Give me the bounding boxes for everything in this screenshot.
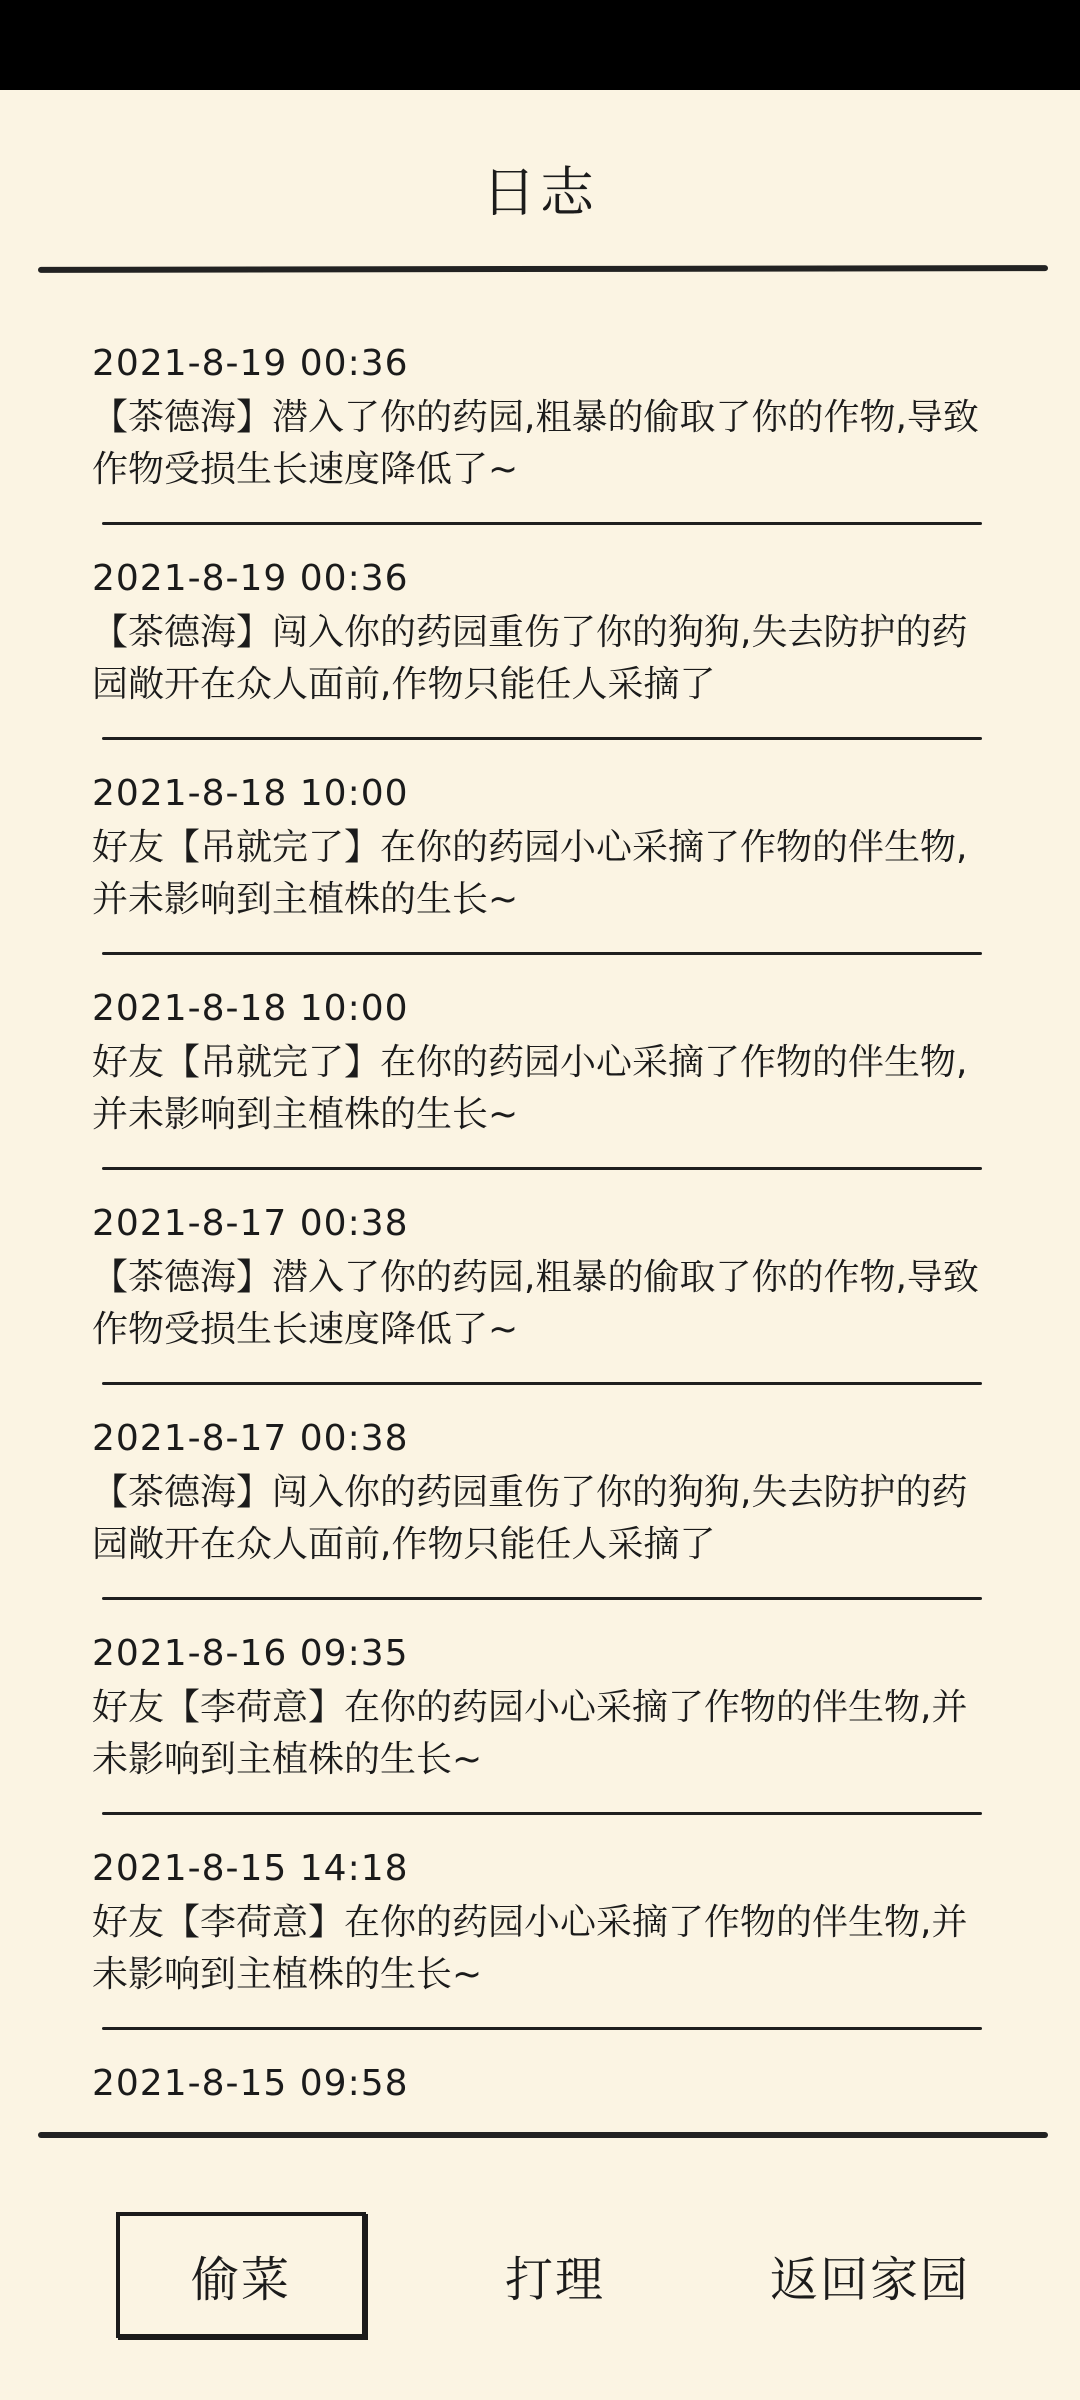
log-text-wrap <box>92 1467 982 1567</box>
log-entry <box>92 1815 982 2030</box>
log-text-wrap <box>92 822 982 922</box>
page-title: 日志 <box>482 161 598 224</box>
steal-vegetables-button[interactable]: 偷菜 <box>116 2212 366 2338</box>
log-entry <box>92 740 982 955</box>
status-bar <box>0 0 1080 90</box>
log-entry <box>92 955 982 1170</box>
log-time: 2021-8-15 14:18 <box>92 1848 409 1889</box>
tend-garden-button[interactable]: 打理 <box>504 2251 605 2308</box>
log-text-wrap <box>92 607 982 707</box>
log-text: 【茶德海】闯入你的药园重伤了你的狗狗,失去防护的药园敞开在众人面前,作物只能任人采摘了 <box>92 1472 968 1565</box>
log-text: 【茶德海】潜入了你的药园,粗暴的偷取了你的作物,导致作物受损生长速度降低了~ <box>92 397 979 490</box>
log-time: 2021-8-18 10:00 <box>92 988 409 1029</box>
log-text: 【茶德海】闯入你的药园重伤了你的狗狗,失去防护的药园敞开在众人面前,作物只能任人采摘了 <box>92 612 968 705</box>
log-time: 2021-8-18 10:00 <box>92 773 409 814</box>
log-text: 好友【吊就完了】在你的药园小心采摘了作物的伴生物,并未影响到主植株的生长~ <box>92 827 968 920</box>
log-time: 2021-8-19 00:36 <box>92 343 409 384</box>
log-text-wrap <box>92 1252 982 1352</box>
log-text-wrap <box>92 392 982 492</box>
log-text: 好友【吊就完了】在你的药园小心采摘了作物的伴生物,并未影响到主植株的生长~ <box>92 1042 968 1135</box>
log-text: 好友【李荷意】在你的药园小心采摘了作物的伴生物,并未影响到主植株的生长~ <box>92 1687 968 1780</box>
log-time: 2021-8-17 00:38 <box>92 1418 409 1459</box>
log-text: 好友【李荷意】在你的药园小心采摘了作物的伴生物,并未影响到主植株的生长~ <box>92 1902 968 1995</box>
log-entry <box>92 2030 982 2100</box>
log-text: 【茶德海】潜入了你的药园,粗暴的偷取了你的作物,导致作物受损生长速度降低了~ <box>92 1257 979 1350</box>
log-time: 2021-8-17 00:38 <box>92 1203 409 1244</box>
log-entry <box>92 1385 982 1600</box>
header-divider <box>38 265 1048 273</box>
log-entry <box>92 1170 982 1385</box>
log-time: 2021-8-19 00:36 <box>92 558 409 599</box>
log-text-wrap <box>92 1682 982 1782</box>
footer-divider <box>38 2132 1048 2138</box>
log-entry <box>92 525 982 740</box>
log-entry <box>92 310 982 525</box>
log-time: 2021-8-16 09:35 <box>92 1633 409 1674</box>
log-time: 2021-8-15 09:58 <box>92 2063 409 2100</box>
log-text-wrap <box>92 1897 982 1997</box>
log-entry <box>92 1600 982 1815</box>
log-text-wrap <box>92 1037 982 1137</box>
return-home-button[interactable]: 返回家园 <box>769 2251 970 2308</box>
log-list[interactable] <box>0 310 1080 2100</box>
